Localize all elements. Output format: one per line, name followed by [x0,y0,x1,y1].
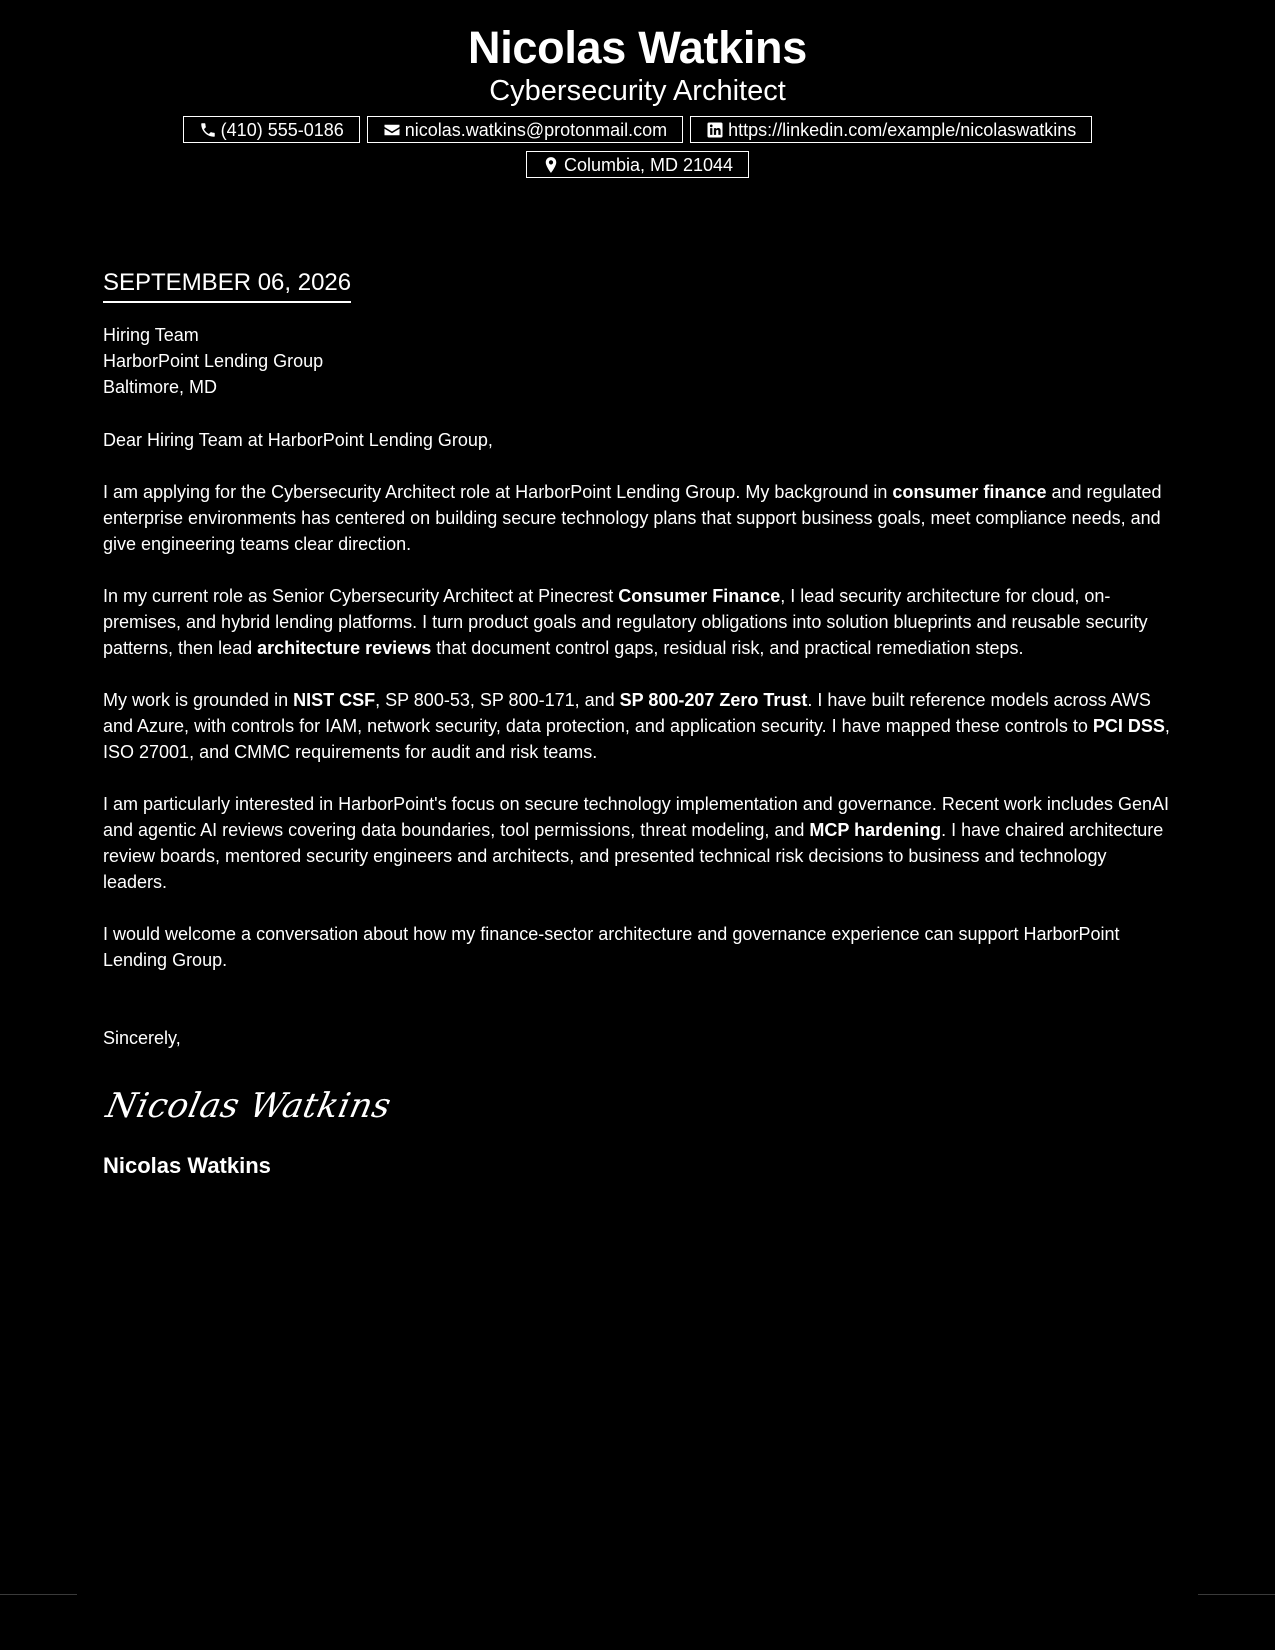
envelope-icon [383,121,401,139]
footer-rule-left [0,1594,77,1595]
contact-phone[interactable] [183,116,360,143]
emphasis-text: Consumer Finance [618,586,781,606]
paragraph-text: I am applying for the Cybersecurity Architect role at HarborPoint Lending Group. My background in [103,482,893,502]
paragraph-text: , ISO 27001, and CMMC requirements for audit and risk teams. [103,716,1170,762]
paragraph-text: My work is grounded in [103,690,294,710]
body-paragraph [103,791,1173,895]
emphasis-text: consumer finance [892,482,1047,502]
closing: Sincerely, [103,1028,181,1048]
linkedin-icon [706,121,724,139]
applicant-name: Nicolas Watkins [468,22,807,73]
contact-phone-text: (410) 555-0186 [220,119,344,140]
emphasis-text: SP 800-207 Zero Trust [619,690,808,710]
emphasis-text: architecture reviews [257,638,432,658]
contact-location [526,151,749,178]
salutation: Dear Hiring Team at HarborPoint Lending Group, [103,430,493,450]
paragraph-text: , I lead security architecture for cloud, on-premises, and hybrid lending platforms. I turn product goals and regulatory obligations into solution blueprints and reusable security patterns, then lead [103,586,1148,658]
phone-icon [199,121,217,139]
applicant-title: Cybersecurity Architect [489,75,786,107]
contact-email[interactable] [367,116,683,143]
paragraph-text: . I have built reference models across AWS and Azure, with controls for IAM, network security, data protection, and application security. I have mapped these controls to [103,690,1151,736]
signature-script: Nicolas Watkins [103,1086,395,1126]
letter-date: SEPTEMBER 06, 2026 [103,269,352,296]
recipient-line: Hiring Team [103,325,199,345]
body-paragraph [103,479,1173,557]
contact-linkedin[interactable] [690,116,1092,143]
map-pin-icon [542,156,560,174]
contact-linkedin-text: https://linkedin.com/example/nicolaswatkins [728,119,1077,140]
contact-list [88,116,1188,178]
contact-email-text: nicolas.watkins@protonmail.com [404,119,668,140]
emphasis-text: PCI DSS [1092,716,1165,736]
recipient-location: Baltimore, MD [103,377,218,397]
body-paragraph [103,583,1173,661]
signed-name: Nicolas Watkins [103,1153,271,1178]
emphasis-text: NIST CSF [293,690,376,710]
letter-body [103,268,1173,1181]
emphasis-text: MCP hardening [809,820,942,840]
date-block [103,268,351,303]
paragraph-text: . I have chaired architecture review boards, mentored security engineers and architects, and presented technical risk decisions to business and technology leaders. [103,820,1164,892]
recipient-address [103,322,1173,400]
paragraph-text: and regulated enterprise environments has centered on building secure technology plans that support business goals, meet compliance needs, and give engineering teams clear direction. [103,482,1162,554]
body-paragraph [103,921,1173,973]
paragraph-text: , SP 800-53, SP 800-171, and [375,690,620,710]
body-paragraph [103,687,1173,765]
letter-header [0,22,1275,178]
paragraph-text: I would welcome a conversation about how my finance-sector architecture and governance experience can support HarborPoint Lending Group. [103,924,1120,970]
paragraph-text: In my current role as Senior Cybersecurity Architect at Pinecrest [103,586,619,606]
contact-location-text: Columbia, MD 21044 [563,154,734,175]
footer-rule-right [1198,1594,1275,1595]
paragraph-text: that document control gaps, residual risk, and practical remediation steps. [431,638,1024,658]
recipient-company: HarborPoint Lending Group [103,351,324,371]
handwritten-signature [103,1077,1173,1137]
paragraph-text: I am particularly interested in HarborPoint's focus on secure technology implementation and governance. Recent work includes GenAI and agentic AI reviews covering data boundaries, tool permissions, threat modeling, and [103,794,1169,840]
